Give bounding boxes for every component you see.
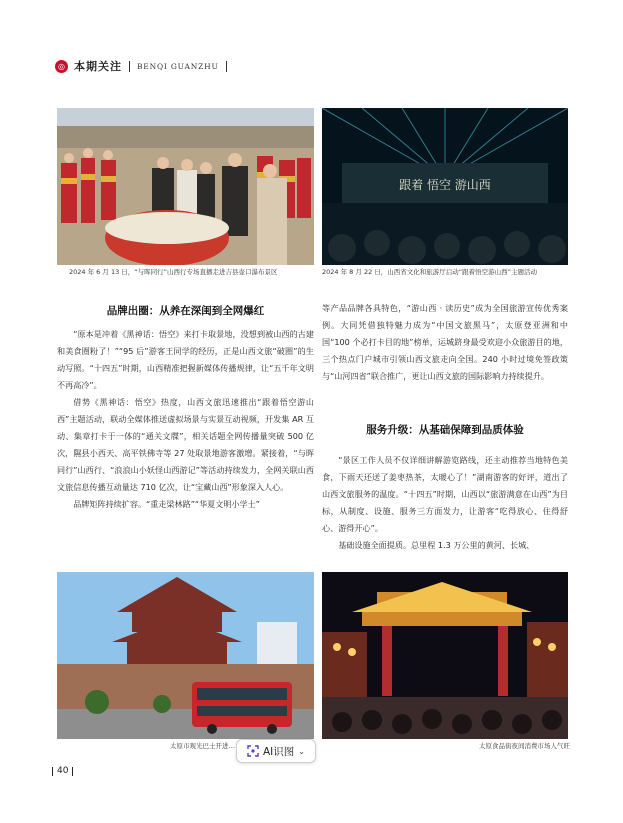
heading-brand-breakout: 品牌出圈：从养在深闺到全网爆红: [106, 305, 265, 317]
stage-screen-text: 跟着 悟空 游山西: [399, 178, 491, 192]
photo-taiyuan-bus: [57, 572, 314, 739]
night-market-illustration: [322, 572, 568, 739]
chevron-down-icon: ⌄: [298, 746, 305, 756]
caption-bottom-right: 太原食品街夜间消费市场人气旺: [479, 742, 570, 750]
photo-livestream-hukou: [57, 108, 314, 265]
header-divider-end: [226, 61, 227, 72]
paragraph: “景区工作人员不仅详细讲解游览路线，还主动推荐当地特色美食，下雨天还送了姜枣热茶，太暖心了！”湖南游客的好评，道出了山西文旅服务的温度。“十四五”时期，山西以“旅游满意在山西”为目标，从制度、设施、服务三方面发力，让游客“吃得放心、住得舒心、游得开心”。: [322, 455, 568, 533]
city-gate-illustration: [57, 572, 314, 739]
stage-illustration: [322, 108, 568, 265]
paragraph: 借势《黑神话：悟空》热度，山西文旅迅速推出“跟着悟空游山西”主题活动，联动全媒体推送虚拟场景与实景互动视频，开发集 AR 互动、集章打卡于一体的“通关文牒”，相关话题全网传播量突破 500 亿次，隰县小西天、高平铁佛寺等 27 处取景地游客激增。紧接着，“与晖同行”山西行、“浪浪山小妖怪山西游记”等活动持续发力，全网关联山西文旅信息传播互动量达 710 亿次，让“宝藏山西”形象深入人心。: [57, 397, 314, 492]
photo-wukong-launch: [322, 108, 568, 265]
page-number: [52, 766, 73, 776]
article-right-column-2: [322, 452, 568, 554]
livestream-illustration: [57, 108, 314, 265]
article-right-column: [322, 300, 568, 385]
heading-service-upgrade: 服务升级：从基础保障到品质体验: [366, 424, 524, 436]
scan-icon: [247, 745, 259, 757]
photo-food-street: [322, 572, 568, 739]
magazine-logo-icon: ◎: [55, 60, 68, 73]
header-divider: [129, 61, 130, 72]
ai-image-recognize-button[interactable]: [236, 739, 316, 763]
page-number-text: 40: [57, 766, 69, 776]
section-title-en: BENQI GUANZHU: [137, 61, 219, 71]
section-header: [55, 56, 234, 76]
page-number-bar-right: [72, 767, 73, 776]
ai-button-label: AI识图: [263, 745, 295, 758]
caption-top-right: 2024 年 8 月 22 日，山西省文化和旅游厅启动“跟着悟空游山西”主题活动: [322, 268, 538, 276]
caption-bottom-left: 太原市观光巴士开进…: [170, 742, 235, 750]
page-number-bar-left: [52, 767, 53, 776]
paragraph: 基础设施全面提质。总里程 1.3 万公里的黄河、长城、: [338, 540, 535, 550]
caption-top-left: 2024 年 6 月 13 日，“与晖同行”山西行专场直播走进吉县壶口瀑布景区: [69, 268, 278, 276]
paragraph: 品牌矩阵持续扩容。“重走梁林路”“华夏文明小学士”: [73, 499, 260, 509]
section-title-cn: 本期关注: [74, 60, 122, 73]
paragraph: “原本是冲着《黑神话：悟空》来打卡取景地，没想到被山西的古建和美食圈粉了！”“95 后”游客王同学的经历，正是山西文旅“破圈”的生动写照。“十四五”时期，山西精准把握新媒体传播规律，让“五千年文明不再高冷”。: [57, 329, 314, 390]
article-left-column: [57, 326, 314, 513]
paragraph: 等产品品牌各具特色，“游山西 · 读历史”成为全国旅游宣传优秀案例。大同凭借独特魅力成为“中国文旅黑马”，太原登亚洲和中国“100 个必打卡目的地”榜单，运城跻身最受欢迎小众旅游目的地，三个热点门户城市引领山西文旅走向全国。240 小时过境免签政策与“山河四省”联合推广，更让山西文旅的国际影响力持续提升。: [322, 303, 568, 381]
